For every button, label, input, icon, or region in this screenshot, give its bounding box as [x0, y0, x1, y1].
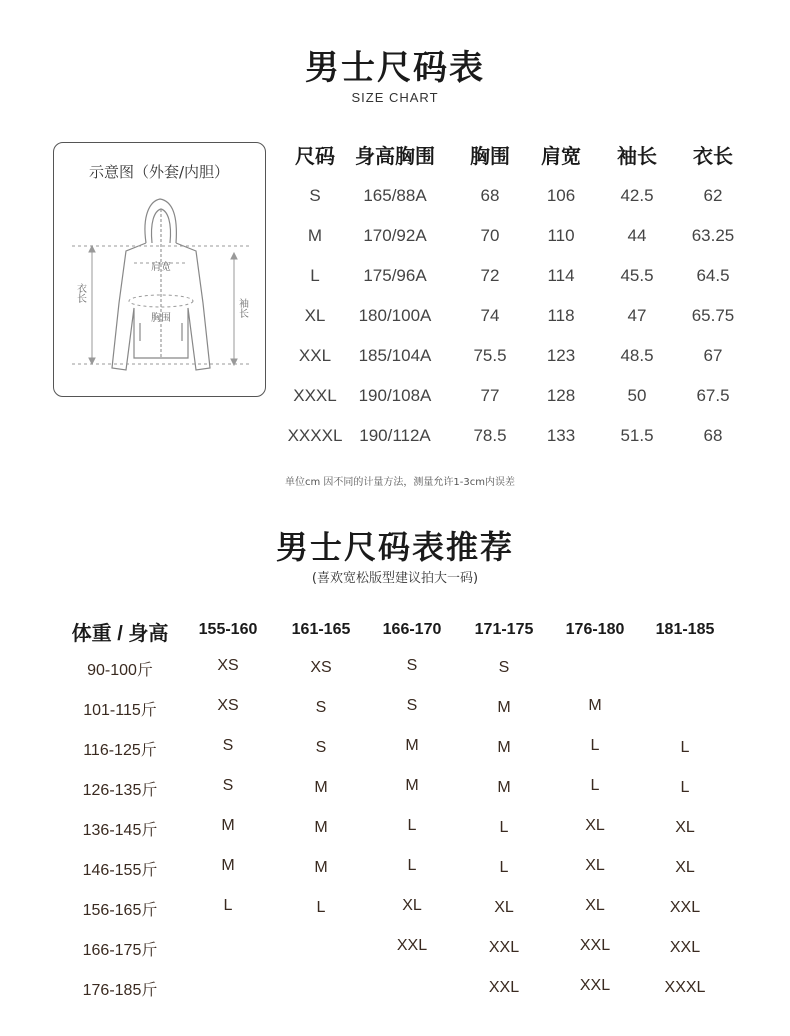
recommend-size-cell: S	[406, 697, 418, 714]
recommend-size-cell: S	[315, 739, 327, 756]
recommend-size-cell: XS	[217, 697, 239, 714]
measurement-note: 单位cm 因不同的计量方法，测量允许1-3cm内误差	[285, 477, 515, 488]
recommend-size-cell: L	[407, 857, 417, 874]
size-table-cell: 190/108A	[358, 386, 432, 405]
size-table-cell: 68	[480, 186, 500, 205]
recommend-size-cell: XXXL	[664, 979, 706, 996]
recommend-size-cell: S	[406, 657, 418, 674]
size-table-cell: XXXL	[293, 386, 337, 405]
recommend-size-cell: XL	[585, 897, 605, 914]
size-table-cell: 118	[547, 306, 575, 325]
size-table-cell: 106	[546, 186, 576, 205]
recommend-size-cell: L	[499, 819, 509, 836]
jacket-diagram	[53, 142, 266, 397]
recommend-size-cell: L	[680, 739, 690, 756]
recommend-size-cell: M	[588, 697, 602, 714]
recommend-size-cell: M	[405, 737, 419, 754]
size-table-cell: 170/92A	[363, 226, 427, 245]
recommend-size-cell: L	[590, 737, 600, 754]
size-table-cell: XXL	[298, 346, 332, 365]
size-table-cell: 133	[546, 426, 576, 445]
size-table-cell: 63.25	[691, 226, 735, 245]
shoulder-label: 肩宽	[151, 262, 171, 273]
weight-label: 136-145斤	[82, 822, 158, 839]
size-table-cell: 65.75	[691, 306, 735, 325]
recommend-size-cell: L	[316, 899, 326, 916]
recommend-size-cell: S	[222, 737, 234, 754]
recommend-size-cell: XL	[402, 897, 422, 914]
recommend-size-cell: L	[680, 779, 690, 796]
recommend-size-cell: XXL	[579, 977, 611, 994]
recommend-size-cell: XL	[585, 817, 605, 834]
size-table-cell: XXXXL	[287, 426, 343, 445]
sleeve-label: 袖长	[236, 298, 248, 318]
recommend-size-cell: L	[590, 777, 600, 794]
size-table-header: 尺码	[295, 144, 335, 168]
recommend-size-cell: S	[222, 777, 234, 794]
size-table-cell: S	[309, 186, 321, 205]
recommend-size-cell: XS	[217, 657, 239, 674]
size-table-cell: 62	[703, 186, 723, 205]
recommend-size-cell: M	[497, 739, 511, 756]
size-table-cell: M	[307, 226, 323, 245]
weight-label: 126-135斤	[82, 782, 158, 799]
size-table-cell: 51.5	[620, 426, 654, 445]
size-chart-subtitle: SIZE CHART	[351, 90, 439, 105]
recommend-corner-header: 体重 / 身高	[71, 623, 169, 645]
recommend-size-cell: L	[223, 897, 233, 914]
height-header: 181-185	[655, 621, 715, 638]
size-chart-title: 男士尺码表	[305, 48, 485, 88]
weight-label: 101-115斤	[83, 702, 157, 719]
recommend-size-cell: XXL	[669, 899, 701, 916]
height-header: 176-180	[565, 621, 625, 638]
size-table-cell: 77	[480, 386, 500, 405]
recommend-size-cell: L	[499, 859, 509, 876]
recommend-size-cell: XS	[310, 659, 332, 676]
recommend-size-cell: M	[497, 699, 511, 716]
size-table-cell: 48.5	[620, 346, 654, 365]
recommend-size-cell: L	[407, 817, 417, 834]
recommend-size-cell: S	[315, 699, 327, 716]
height-header: 166-170	[382, 621, 442, 638]
size-table-cell: 128	[546, 386, 576, 405]
recommend-subtitle: (喜欢宽松版型建议拍大一码)	[311, 571, 479, 586]
recommend-size-cell: S	[498, 659, 510, 676]
recommend-size-cell: M	[221, 857, 235, 874]
chest-label: 胸围	[151, 313, 171, 324]
recommend-size-cell: M	[314, 859, 328, 876]
height-header: 171-175	[474, 621, 534, 638]
jacket-illustration	[54, 143, 267, 398]
size-table-cell: 180/100A	[358, 306, 432, 325]
size-table-cell: 68	[703, 426, 723, 445]
size-table-header: 肩宽	[541, 144, 581, 168]
size-table-cell: 165/88A	[363, 186, 427, 205]
recommend-size-cell: XL	[675, 859, 695, 876]
size-table-header: 袖长	[617, 144, 657, 168]
weight-label: 156-165斤	[82, 902, 158, 919]
recommend-size-cell: M	[497, 779, 511, 796]
recommend-size-cell: XXL	[488, 979, 520, 996]
weight-label: 90-100斤	[87, 662, 153, 679]
size-table-cell: 64.5	[696, 266, 730, 285]
size-table-cell: 114	[547, 266, 575, 285]
weight-label: 116-125斤	[83, 742, 157, 759]
size-table-header: 身高胸围	[355, 144, 435, 168]
recommend-size-cell: M	[405, 777, 419, 794]
recommend-size-cell: XXL	[396, 937, 428, 954]
size-table-cell: 72	[480, 266, 500, 285]
size-table-cell: 185/104A	[358, 346, 432, 365]
size-table-cell: 78.5	[473, 426, 507, 445]
size-table-cell: 67.5	[696, 386, 730, 405]
weight-label: 146-155斤	[82, 862, 158, 879]
size-table-cell: 70	[480, 226, 500, 245]
size-table-cell: 50	[627, 386, 647, 405]
size-table-cell: 123	[546, 346, 576, 365]
recommend-size-cell: XL	[675, 819, 695, 836]
size-table-cell: 190/112A	[359, 426, 431, 445]
size-table-cell: 42.5	[620, 186, 654, 205]
length-label: 衣长	[74, 283, 86, 303]
size-table-cell: 75.5	[473, 346, 507, 365]
size-table-cell: L	[310, 266, 320, 285]
size-table-cell: 67	[703, 346, 723, 365]
recommend-size-cell: M	[314, 819, 328, 836]
size-table-cell: 110	[547, 226, 575, 245]
size-table-header: 衣长	[693, 144, 733, 168]
height-header: 161-165	[291, 621, 351, 638]
size-table-cell: 74	[480, 306, 500, 325]
recommend-size-cell: XXL	[579, 937, 611, 954]
size-table-header: 胸围	[470, 144, 510, 168]
weight-label: 176-185斤	[82, 982, 158, 999]
recommend-size-cell: XXL	[488, 939, 520, 956]
size-table-cell: XL	[304, 306, 326, 325]
recommend-size-cell: XXL	[669, 939, 701, 956]
recommend-size-cell: XL	[585, 857, 605, 874]
size-table-cell: 45.5	[620, 266, 654, 285]
recommend-title: 男士尺码表推荐	[275, 528, 514, 566]
weight-label: 166-175斤	[82, 942, 158, 959]
recommend-size-cell: XL	[494, 899, 514, 916]
size-table-cell: 175/96A	[363, 266, 427, 285]
recommend-size-cell: M	[314, 779, 328, 796]
diagram-label: 示意图（外套/内胆）	[88, 163, 230, 181]
recommend-size-cell: M	[221, 817, 235, 834]
size-table-cell: 44	[627, 226, 647, 245]
height-header: 155-160	[198, 621, 258, 638]
size-table-cell: 47	[627, 306, 647, 325]
